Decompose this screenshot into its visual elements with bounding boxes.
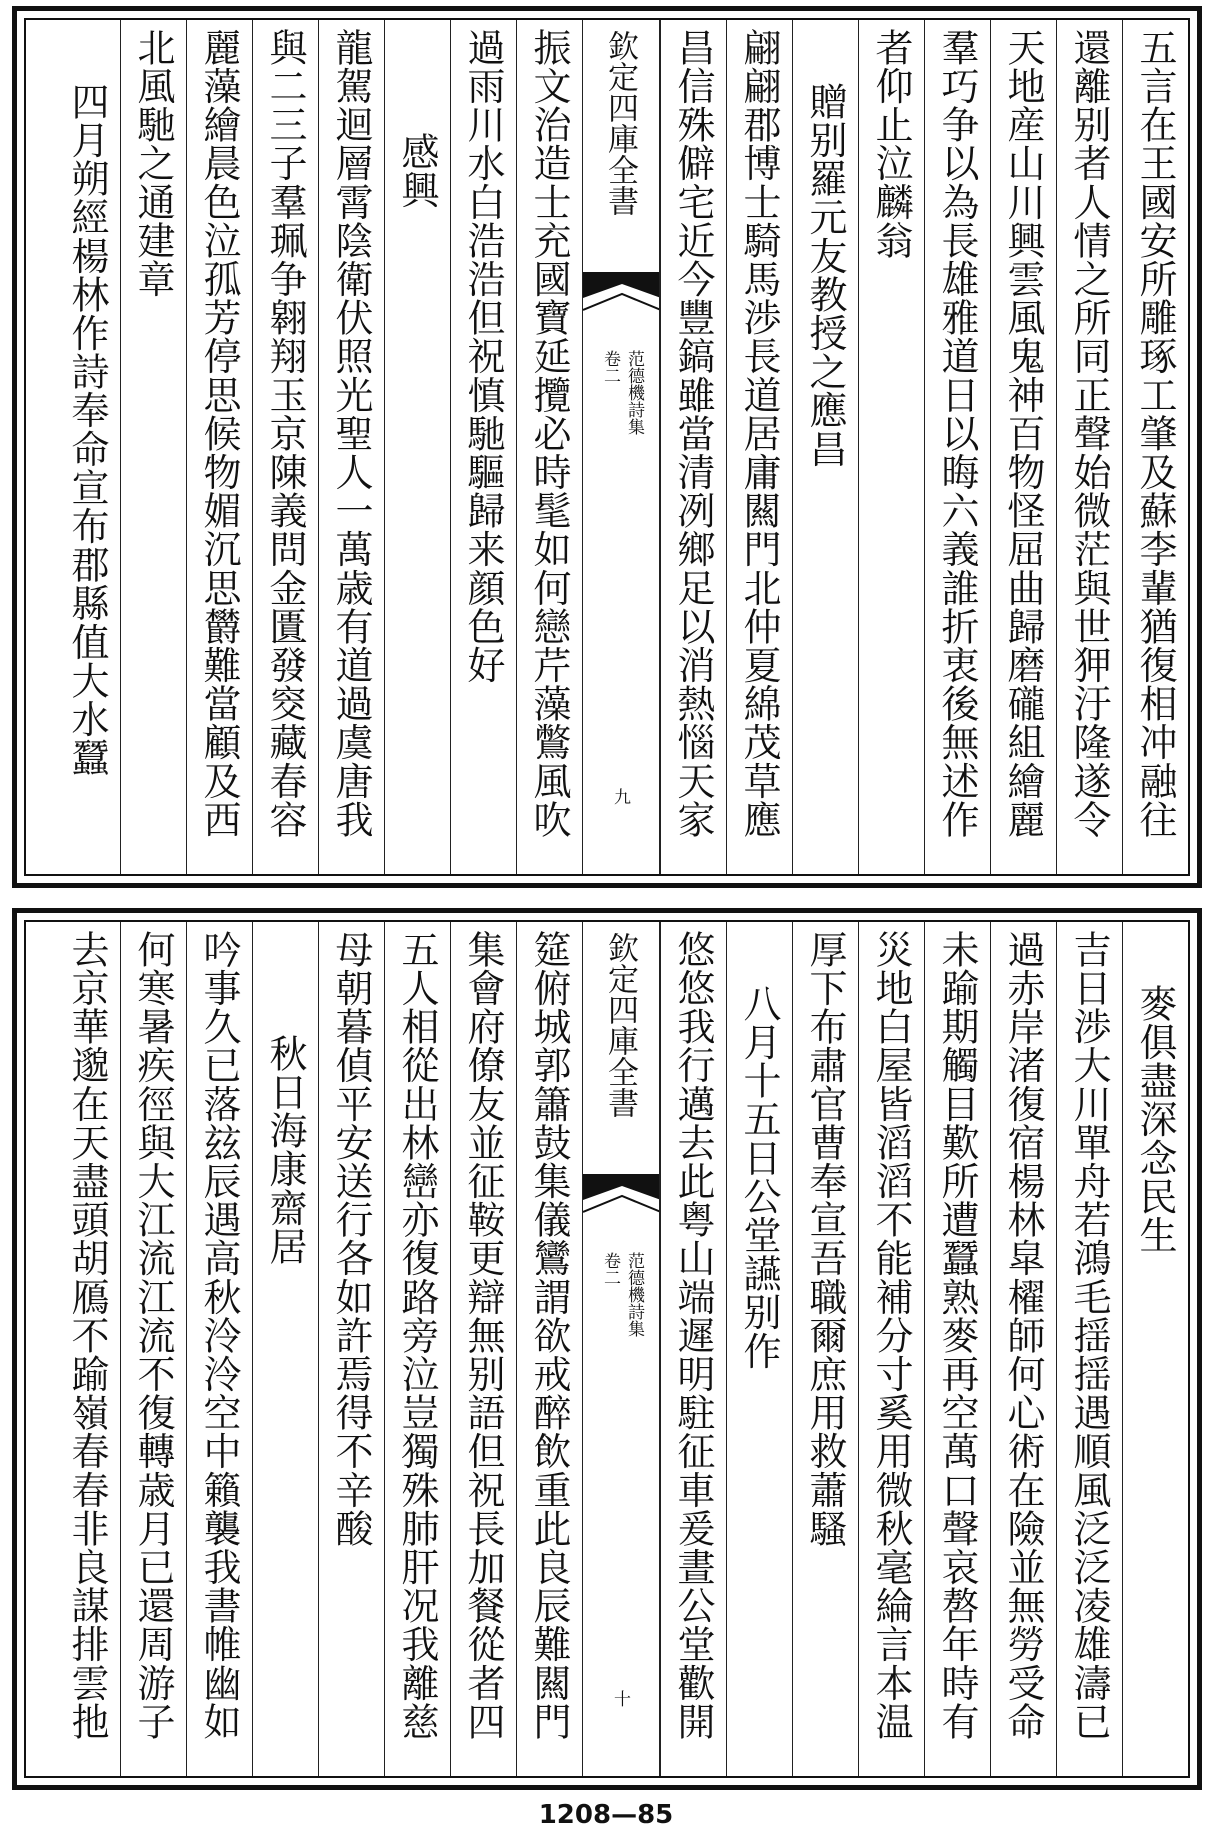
text-column: 龍駕迴層霄陰衛伏照光聖人一萬歳有道過虞唐我 [318, 20, 384, 874]
volume-label: 卷二 [600, 350, 620, 384]
page-number: 十 [610, 1690, 630, 1707]
text-column: 翩翩郡博士騎馬渉長道居庸闗門北仲夏綿茂草應 [726, 20, 792, 874]
text-column: 者仰止泣麟翁 [858, 20, 924, 874]
text-column: 厚下布肅官曹奉宣吾職爾庶用救蕭騷 [792, 922, 858, 1776]
poem-title: 贈别羅元友教授之應昌 [792, 20, 858, 874]
text-column: 與二三子羣珮争翱翔玉京陳義問金匱發窔藏春容 [252, 20, 318, 874]
poem-title: 四月朔經楊林作詩奉命宣布郡縣值大水蠶 [65, 82, 109, 777]
page-top [12, 6, 1202, 888]
text-column: 吉日渉大川單舟若鴻毛揺揺遇順風泛泛凌雄濤已 [1056, 922, 1122, 1776]
page-bottom-columns [26, 922, 1188, 1776]
text-column: 過雨川水白浩浩但祝慎馳驅歸来顔色好 [450, 20, 516, 874]
book-title: 欽定四庫全書 [602, 30, 638, 216]
text-column: 麗藻繪晨色泣孤芳停思候物媚沉思欝難當顧及西 [186, 20, 252, 874]
text-column: 筵俯城郭簫鼓集儀鸞謂欲戒醉飲重此良辰難闗門 [516, 922, 582, 1776]
poem-title: 秋日海康齋居 [252, 922, 318, 1776]
text-column: 五言在王國安所雕琢工肇及蘇李輩猶復相冲融往 [1122, 20, 1188, 874]
text-column: 還離别者人情之所同正聲始微茫與世狎汙隆遂令 [1056, 20, 1122, 874]
page-bottom [12, 908, 1202, 1790]
fishtail-mark [583, 1174, 660, 1234]
text-column: 天地産山川興雲風鬼神百物怪屈曲歸磨礲組繪麗 [990, 20, 1056, 874]
page-top-columns [26, 20, 1188, 874]
text-column: 悠悠我行邁去此粤山端遲明駐征車爰晝公堂歡開 [660, 922, 726, 1776]
text-column: 母朝暮偵平安送行各如許焉得不辛酸 [318, 922, 384, 1776]
text-column: 去京華邈在天盡頭胡鴈不踰嶺春春非良謀排雲扡 [65, 930, 109, 1741]
book-title: 欽定四庫全書 [602, 932, 638, 1118]
page-number: 九 [610, 788, 630, 805]
text-column: 昌信殊僻宅近今豐鎬雖當清冽鄉足以消熱惱天家 [660, 20, 726, 874]
text-column: 集會府僚友並征鞍更辯無别語但祝長加餐從者四 [450, 922, 516, 1776]
text-column: 未踰期觸目歎所遭蠶熟麥再空萬口聲哀嗸年時有 [924, 922, 990, 1776]
text-column: 災地白屋皆滔滔不能補分寸奚用微秋毫綸言本温 [858, 922, 924, 1776]
poem-title: 八月十五日公堂讌别作 [726, 922, 792, 1776]
center-fold-column [582, 20, 660, 874]
text-column: 五人相從出林巒亦復路旁泣豈獨殊肺肝况我離慈 [384, 922, 450, 1776]
text-column: 北風馳之通建章 [120, 20, 186, 874]
volume-label: 卷二 [600, 1252, 620, 1286]
center-fold-column [582, 922, 660, 1776]
collection-title: 范德機詩集 [624, 350, 644, 435]
text-column: 羣巧争以為長雄雅道日以晦六義誰折衷後無述作 [924, 20, 990, 874]
collection-label [589, 1252, 655, 1552]
poem-title: 感興 [384, 20, 450, 874]
fishtail-mark [583, 272, 660, 332]
collection-label [589, 350, 655, 650]
text-column: 何寒暑疾徑與大江流江流不復轉歳月已還周游子 [120, 922, 186, 1776]
text-column: 過赤岸渚復宿楊林皐櫂師何心術在險並無勞受命 [990, 922, 1056, 1776]
catalog-page-code: 1208—85 [538, 1800, 674, 1830]
text-column: 吟事久已落玆辰遇高秋泠泠空中籟襲我書帷幽如 [186, 922, 252, 1776]
text-column: 振文治造士充國寶延攬必時髦如何戀芹藻鷩風吹 [516, 20, 582, 874]
text-column: 麥俱盡深念民生 [1122, 922, 1188, 1776]
collection-title: 范德機詩集 [624, 1252, 644, 1337]
